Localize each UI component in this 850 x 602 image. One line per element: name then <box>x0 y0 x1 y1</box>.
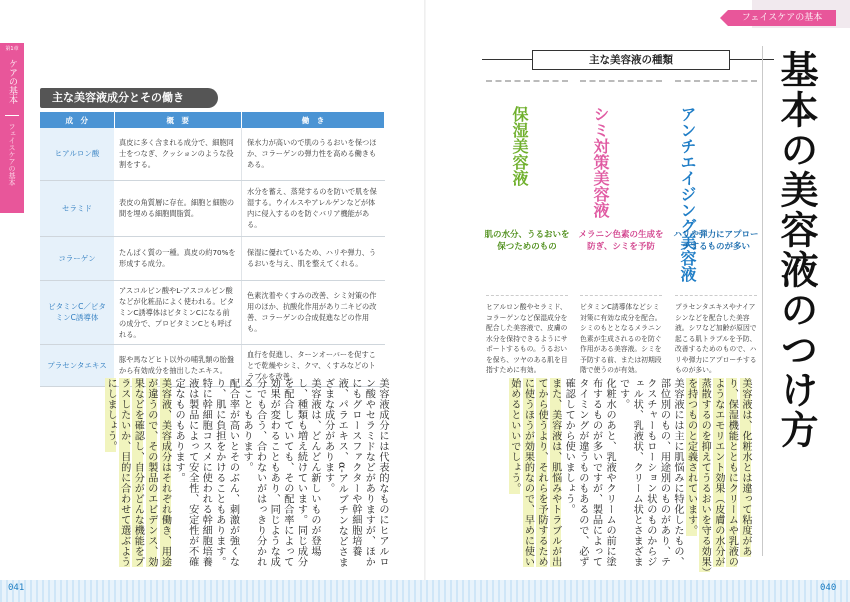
dashed-divider <box>486 295 568 296</box>
ingredient-effect: 血行を促進し、ターンオーバーを促すことで乾燥やシミ、クマ、くすみなどのトラブルを改善。 <box>242 344 385 386</box>
type-card-moisturizing <box>482 80 572 374</box>
ingredient-effect: 水分を蓄え、蒸発するのを防いで肌を保湿する。ウイルスやアレルゲンなどが体内に侵入するのを防ぐバリア機能がある。 <box>242 180 385 236</box>
paragraph <box>321 378 389 574</box>
dashed-divider <box>580 295 662 296</box>
paragraph-text: 美容液成分には代表的なものにヒアルロン酸やセラミドなどがありますが、ほかにもグロースファクターや幹細胞培養液、パラエキス、α-アルブチンなどさまざまな成分があります。 <box>322 378 388 568</box>
left-body-text <box>35 378 389 574</box>
ingredient-summary: 表皮の角質層に存在。細胞と細胞の間を埋める細胞間脂質。 <box>114 180 242 236</box>
type-name: 保湿美容液 <box>510 106 529 186</box>
paragraph <box>616 378 684 574</box>
type-description: ビタミンC誘導体などシミ対策に有効な成分を配合。シミのもととなるメラニン色素が生成されるのを防ぐ作用がある美容液。シミを予防する前、または初期段階で使うのが有効。 <box>580 303 662 374</box>
ingredient-name: プラセンタエキス <box>40 344 114 386</box>
dashed-divider <box>486 80 568 82</box>
column-header: 働 き <box>242 112 385 128</box>
table-row <box>40 128 385 180</box>
ingredient-name: セラミド <box>40 180 114 236</box>
table-header-row <box>40 112 385 128</box>
type-tagline: ハリや弾力にアプローチするものが多い <box>673 230 759 252</box>
highlighted-text: 美容液、美容成分はそれぞれ働き、用途が違うので、その製品のエビデンス、効果などを確認し、自分がどんな機能をプラスしたいか、目的に合わせて選ぶようにしましょう。 <box>105 378 171 567</box>
column-header: 概 要 <box>114 112 242 128</box>
column-header: 成 分 <box>40 112 114 128</box>
section-subtitle: フェイスケアの基本 <box>8 123 16 186</box>
page-title: 基本の美容液のつけ方 <box>774 50 819 450</box>
type-name: シミ対策美容液 <box>591 106 610 218</box>
title-rule <box>762 46 763 556</box>
paragraph <box>239 378 321 574</box>
page-gutter <box>424 0 426 580</box>
ingredient-effect: 保湿に優れているため、ハリや弾力、うるおいを与え、肌を整えてくれる。 <box>242 236 385 280</box>
type-description: ヒアルロン酸やセラミド、コラーゲンなど保湿成分を配合した美容液で、皮膚の水分を保持できるようにサポートするもの。うるおいを保ち、ツヤのある肌を目指すために有効。 <box>486 303 568 374</box>
dashed-divider <box>580 80 662 82</box>
paragraph <box>172 378 240 574</box>
dashed-divider <box>675 80 757 82</box>
ingredient-name: ビタミンC／ビタミンC誘導体 <box>40 280 114 344</box>
table-heading: 主な美容液成分とその働き <box>40 88 218 108</box>
paragraph <box>562 378 616 574</box>
paragraph-text: 美容液には主に肌悩みに特化したもの、部位別のもの、用途別のものがあり、テクスチャーもローション状のものからジェル状、乳液状、クリーム状とさまざまです。 <box>617 378 684 567</box>
table-row <box>40 236 385 280</box>
highlighted-text: 美容液は、化粧水とは違って粘度があり、保湿機能とともにクリームや乳液のようなエモリエント効果（皮膚の水分が蒸散するのを抑えてうるおいを守る効果）を持つものと定義されています。 <box>685 378 751 573</box>
paragraph-text: 配合率が高いとそのぶん、刺激が強くなり、肌に負担をかけることもあります。特に幹細胞コスメに使われる幹細胞培養液は製品によって安全性、安定性が不確定なものもあります。 <box>173 378 239 567</box>
type-description: プラセンタエキスやナイアシンなどを配合した美容液。シワなど加齢が原因で起こる肌トラブルを予防、改善するためのもので、ハリや弾力にアプローチするものが多い。 <box>675 303 757 374</box>
ingredients-table <box>40 112 385 387</box>
ingredient-effect: 保水力が高いので肌のうるおいを保つほか、コラーゲンの弾力性を高める働きもある。 <box>242 128 385 180</box>
ingredient-effect: 色素沈着やくすみの改善、シミ対策の作用のほか、抗酸化作用があり二キビの改善、コラーゲンの合成促進などの作用も。 <box>242 280 385 344</box>
section-tag: フェイスケアの基本 <box>728 10 836 26</box>
divider <box>5 115 19 116</box>
ingredient-summary: 豚や馬などヒト以外の哺乳類の胎盤から有効成分を抽出したエキス。 <box>114 344 242 386</box>
page-number-right: 040 <box>820 583 837 593</box>
paragraph <box>507 378 561 574</box>
ingredient-name: ヒアルロン酸 <box>40 128 114 180</box>
types-heading: 主な美容液の種類 <box>532 50 730 70</box>
footer-band <box>0 580 850 602</box>
type-tagline: 肌の水分、うるおいを保つためのもの <box>484 230 570 252</box>
side-chapter-tab <box>0 43 24 213</box>
ingredient-name: コラーゲン <box>40 236 114 280</box>
right-body-text <box>500 378 752 574</box>
ingredient-summary: たんぱく質の一種。真皮の約70%を形成する成分。 <box>114 236 242 280</box>
page-number-left: 041 <box>8 583 25 593</box>
paragraph <box>684 378 752 574</box>
type-card-spots <box>576 80 666 374</box>
chapter-label: 第1章 <box>5 46 19 52</box>
chapter-title: ケアの基本 <box>7 59 17 104</box>
table-row <box>40 280 385 344</box>
table-row <box>40 180 385 236</box>
type-card-antiaging <box>671 80 761 374</box>
dashed-divider <box>675 295 757 296</box>
paragraph-text: 化粧水のあと、乳液やクリームの前に塗布するものが多いですが、製品によってタイミングが違うものもあるので、必ず確認してから使いましょう。 <box>563 378 616 567</box>
ingredient-summary: アスコルビン酸やL-アスコルビン酸などが化粧品によく使われる。ビタミンC誘導体はビタミンCになる前の成分で、プロビタミンCとも呼ばれる。 <box>114 280 242 344</box>
ingredient-summary: 真皮に多く含まれる成分で、細胞同士をつなぎ、クッションのような役割をする。 <box>114 128 242 180</box>
highlighted-text: また、美容液は、肌悩みやトラブルが出てから使うより、それらを予防するために使うほうが効果的なので、早めに使い始めるといいでしょう。 <box>508 378 561 567</box>
paragraph <box>104 378 172 574</box>
type-name: アンチエイジング美容液 <box>678 106 697 282</box>
paragraph-text: 美容液は、どんどん新しいものが登場し、種類も増え続けています。同じ成分を配合していても、その配合率によって効果が変わることもあり、同じような成分でも合う、合わないがはっきり分かれることもあります。 <box>241 378 321 567</box>
type-tagline: メラニン色素の生成を防ぎ、シミを予防 <box>578 230 664 252</box>
